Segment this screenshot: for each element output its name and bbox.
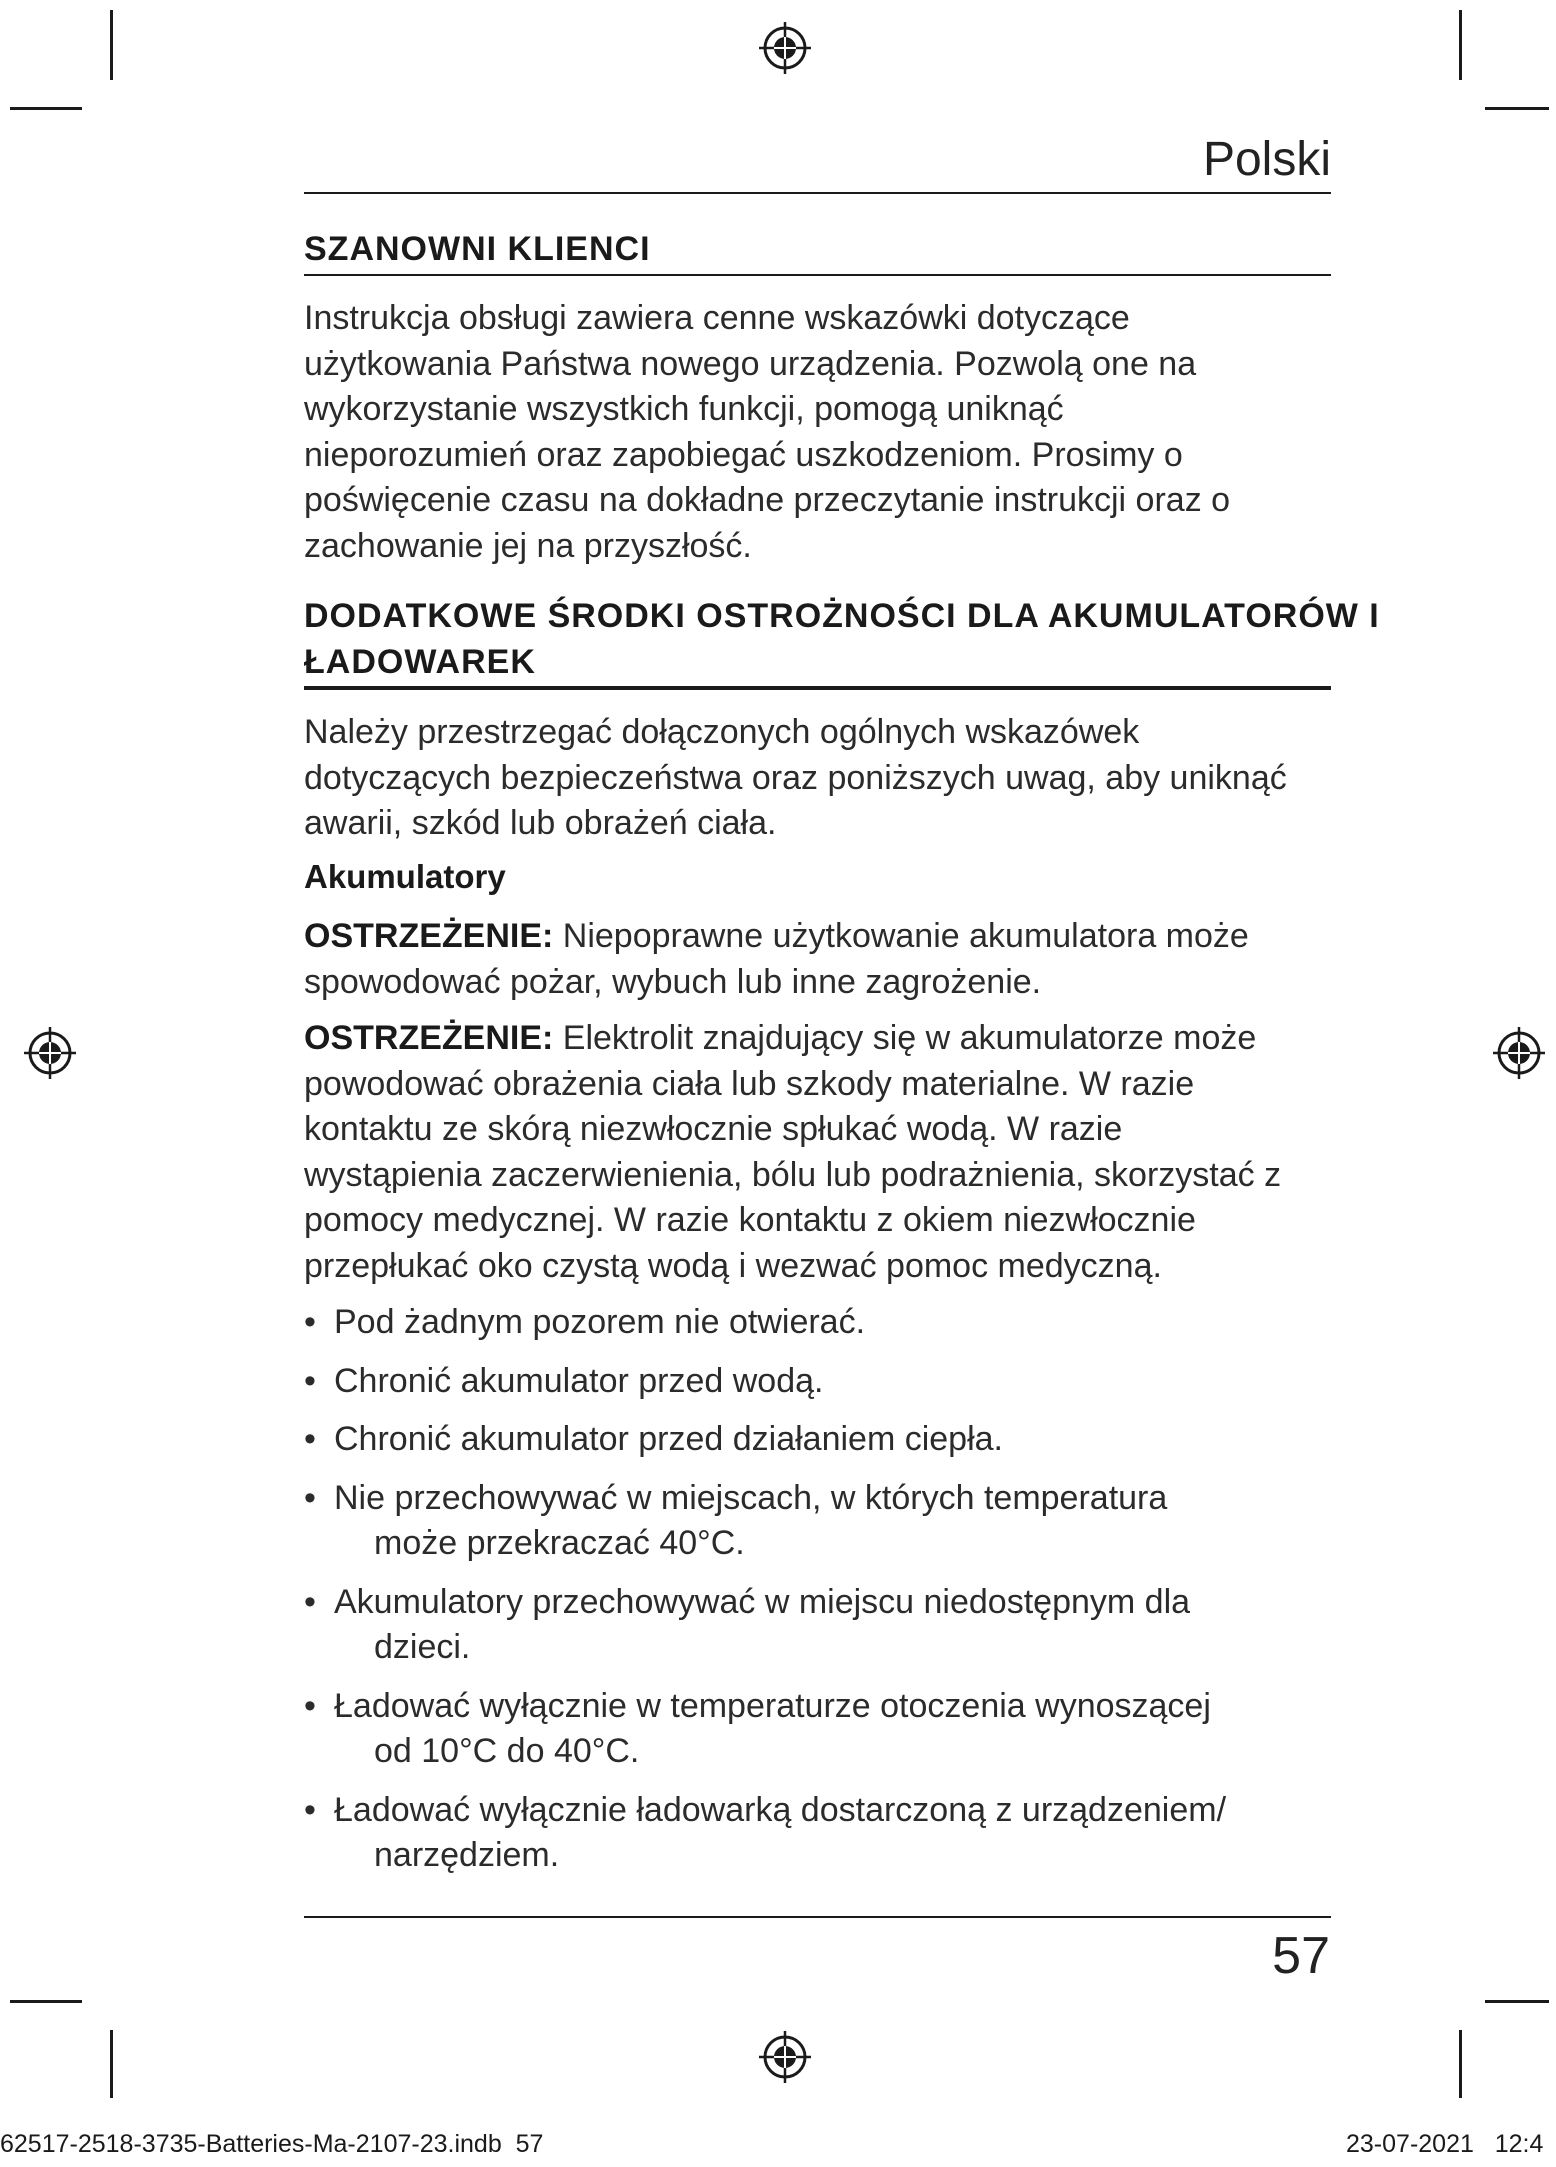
crop-mark-bottom-left bbox=[110, 2030, 113, 2098]
warning-label: OSTRZEŻENIE: bbox=[304, 1019, 554, 1057]
slug-time: 12:4 bbox=[1494, 2130, 1544, 2158]
paragraph-line: zachowanie jej na przyszłość. bbox=[304, 526, 752, 565]
list-item-text-continued: może przekraczać 40°C. bbox=[374, 1524, 745, 1562]
list-item-text: Chronić akumulator przed wodą. bbox=[334, 1361, 824, 1400]
warning-text: Niepoprawne użytkowanie akumulatora może bbox=[553, 917, 1249, 955]
warning-line: spowodować pożar, wybuch lub inne zagrożenie. bbox=[304, 962, 1042, 1001]
slug-date-value: 23-07-2021 bbox=[1346, 2130, 1474, 2158]
list-item bbox=[300, 1476, 1340, 1567]
list-item bbox=[300, 1417, 1340, 1463]
crop-mark-bottom-right bbox=[1459, 2030, 1462, 2098]
list-item-text: Ładować wyłącznie ładowarką dostarczoną z urządzeniem/ bbox=[334, 1790, 1227, 1829]
slug-page: 57 bbox=[515, 2130, 544, 2158]
list-item-text: Ładować wyłącznie w temperaturze otoczenia wynoszącej bbox=[334, 1686, 1211, 1725]
bullet-icon: • bbox=[304, 1686, 316, 1725]
list-item-text: Chronić akumulator przed działaniem ciepła. bbox=[334, 1420, 1003, 1458]
list-item-text: Nie przechowywać w miejscach, w których temperatura bbox=[334, 1478, 1168, 1517]
warning-line: pomocy medycznej. W razie kontaktu z okiem niezwłocznie bbox=[304, 1201, 1196, 1239]
crop-mark-top-right bbox=[1459, 10, 1462, 80]
list-item bbox=[300, 1580, 1340, 1671]
paragraph-line: Instrukcja obsługi zawiera cenne wskazówki dotyczące bbox=[304, 299, 1130, 337]
slug-file: 62517-2518-3735-Batteries-Ma-2107-23.indb bbox=[0, 2130, 502, 2158]
crop-mark-top-right-h bbox=[1485, 107, 1549, 110]
section-heading-line: ŁADOWAREK bbox=[304, 643, 536, 681]
warning-paragraph-2 bbox=[304, 1016, 1344, 1289]
page-number: 57 bbox=[1272, 1927, 1330, 1985]
warning-label: OSTRZEŻENIE: bbox=[304, 917, 554, 955]
warning-line bbox=[304, 914, 1344, 960]
registration-mark-left-icon bbox=[20, 1023, 80, 1083]
warning-line: przepłukać oko czystą wodą i wezwać pomoc medyczną. bbox=[304, 1246, 1162, 1285]
warning-line: wystąpienia zaczerwienienia, bólu lub podrażnienia, skorzystać z bbox=[304, 1155, 1282, 1194]
paragraph-line: awarii, szkód lub obrażeń ciała. bbox=[304, 804, 777, 842]
language-label: Polski bbox=[1202, 133, 1331, 186]
crop-mark-bottom-left-h bbox=[10, 2000, 82, 2003]
section-heading-customers: SZANOWNI KLIENCI bbox=[304, 230, 651, 268]
bullet-icon: • bbox=[304, 1303, 316, 1341]
list-item-text: Pod żadnym pozorem nie otwierać. bbox=[334, 1303, 866, 1341]
slug-date bbox=[1346, 2130, 1543, 2159]
list-item bbox=[300, 1359, 1340, 1405]
registration-mark-bottom-icon bbox=[755, 2027, 815, 2087]
battery-safety-list bbox=[300, 1300, 1340, 1892]
slug-file-name bbox=[0, 2130, 543, 2159]
bullet-icon: • bbox=[304, 1420, 316, 1458]
list-item-text-continued: narzędziem. bbox=[374, 1836, 560, 1874]
list-item bbox=[300, 1684, 1340, 1775]
crop-mark-top-left-h bbox=[10, 107, 82, 110]
paragraph-line: wykorzystanie wszystkich funkcji, pomogą uniknąć bbox=[304, 390, 1064, 428]
paragraph-line: nieporozumień oraz zapobiegać uszkodzeniom. Prosimy o bbox=[304, 435, 1183, 474]
paragraph-line: użytkowania Państwa nowego urządzenia. Pozwolą one na bbox=[304, 344, 1197, 383]
paragraph-line: poświęcenie czasu na dokładne przeczytanie instrukcji oraz o bbox=[304, 481, 1231, 519]
header-rule bbox=[304, 192, 1331, 194]
footer-rule bbox=[304, 1916, 1331, 1918]
list-item-text: Akumulatory przechowywać w miejscu niedostępnym dla bbox=[334, 1582, 1191, 1621]
bullet-icon: • bbox=[304, 1582, 316, 1621]
list-item bbox=[300, 1788, 1340, 1879]
paragraph-line: Należy przestrzegać dołączonych ogólnych wskazówek bbox=[304, 713, 1140, 751]
section-heading-rule bbox=[304, 686, 1331, 690]
bullet-icon: • bbox=[304, 1361, 316, 1400]
list-item-text-continued: dzieci. bbox=[374, 1628, 471, 1666]
list-item-text-continued: od 10°C do 40°C. bbox=[374, 1732, 640, 1770]
section-heading-rule bbox=[304, 274, 1331, 276]
registration-mark-top-icon bbox=[755, 18, 815, 78]
warning-line: powodować obrażenia ciała lub szkody materialne. W razie bbox=[304, 1064, 1195, 1103]
warning-line bbox=[304, 1016, 1344, 1062]
crop-mark-top-left bbox=[110, 10, 113, 80]
section-heading-line: DODATKOWE ŚRODKI OSTROŻNOŚCI DLA AKUMULATORÓW I bbox=[304, 597, 1380, 635]
subheading-batteries: Akumulatory bbox=[304, 858, 506, 895]
warning-text: Elektrolit znajdujący się w akumulatorze może bbox=[553, 1019, 1257, 1057]
bullet-icon: • bbox=[304, 1790, 316, 1829]
warning-paragraph-1 bbox=[304, 914, 1344, 1005]
safety-intro-paragraph bbox=[304, 710, 1344, 847]
section-heading-safety bbox=[304, 593, 1384, 685]
crop-mark-bottom-right-h bbox=[1485, 2000, 1549, 2003]
bullet-icon: • bbox=[304, 1478, 316, 1517]
paragraph-line: dotyczących bezpieczeństwa oraz poniższych uwag, aby uniknąć bbox=[304, 758, 1287, 797]
intro-paragraph bbox=[304, 296, 1344, 569]
registration-mark-right-icon bbox=[1489, 1023, 1549, 1083]
warning-line: kontaktu ze skórą niezwłocznie spłukać wodą. W razie bbox=[304, 1110, 1123, 1148]
list-item bbox=[300, 1300, 1340, 1346]
